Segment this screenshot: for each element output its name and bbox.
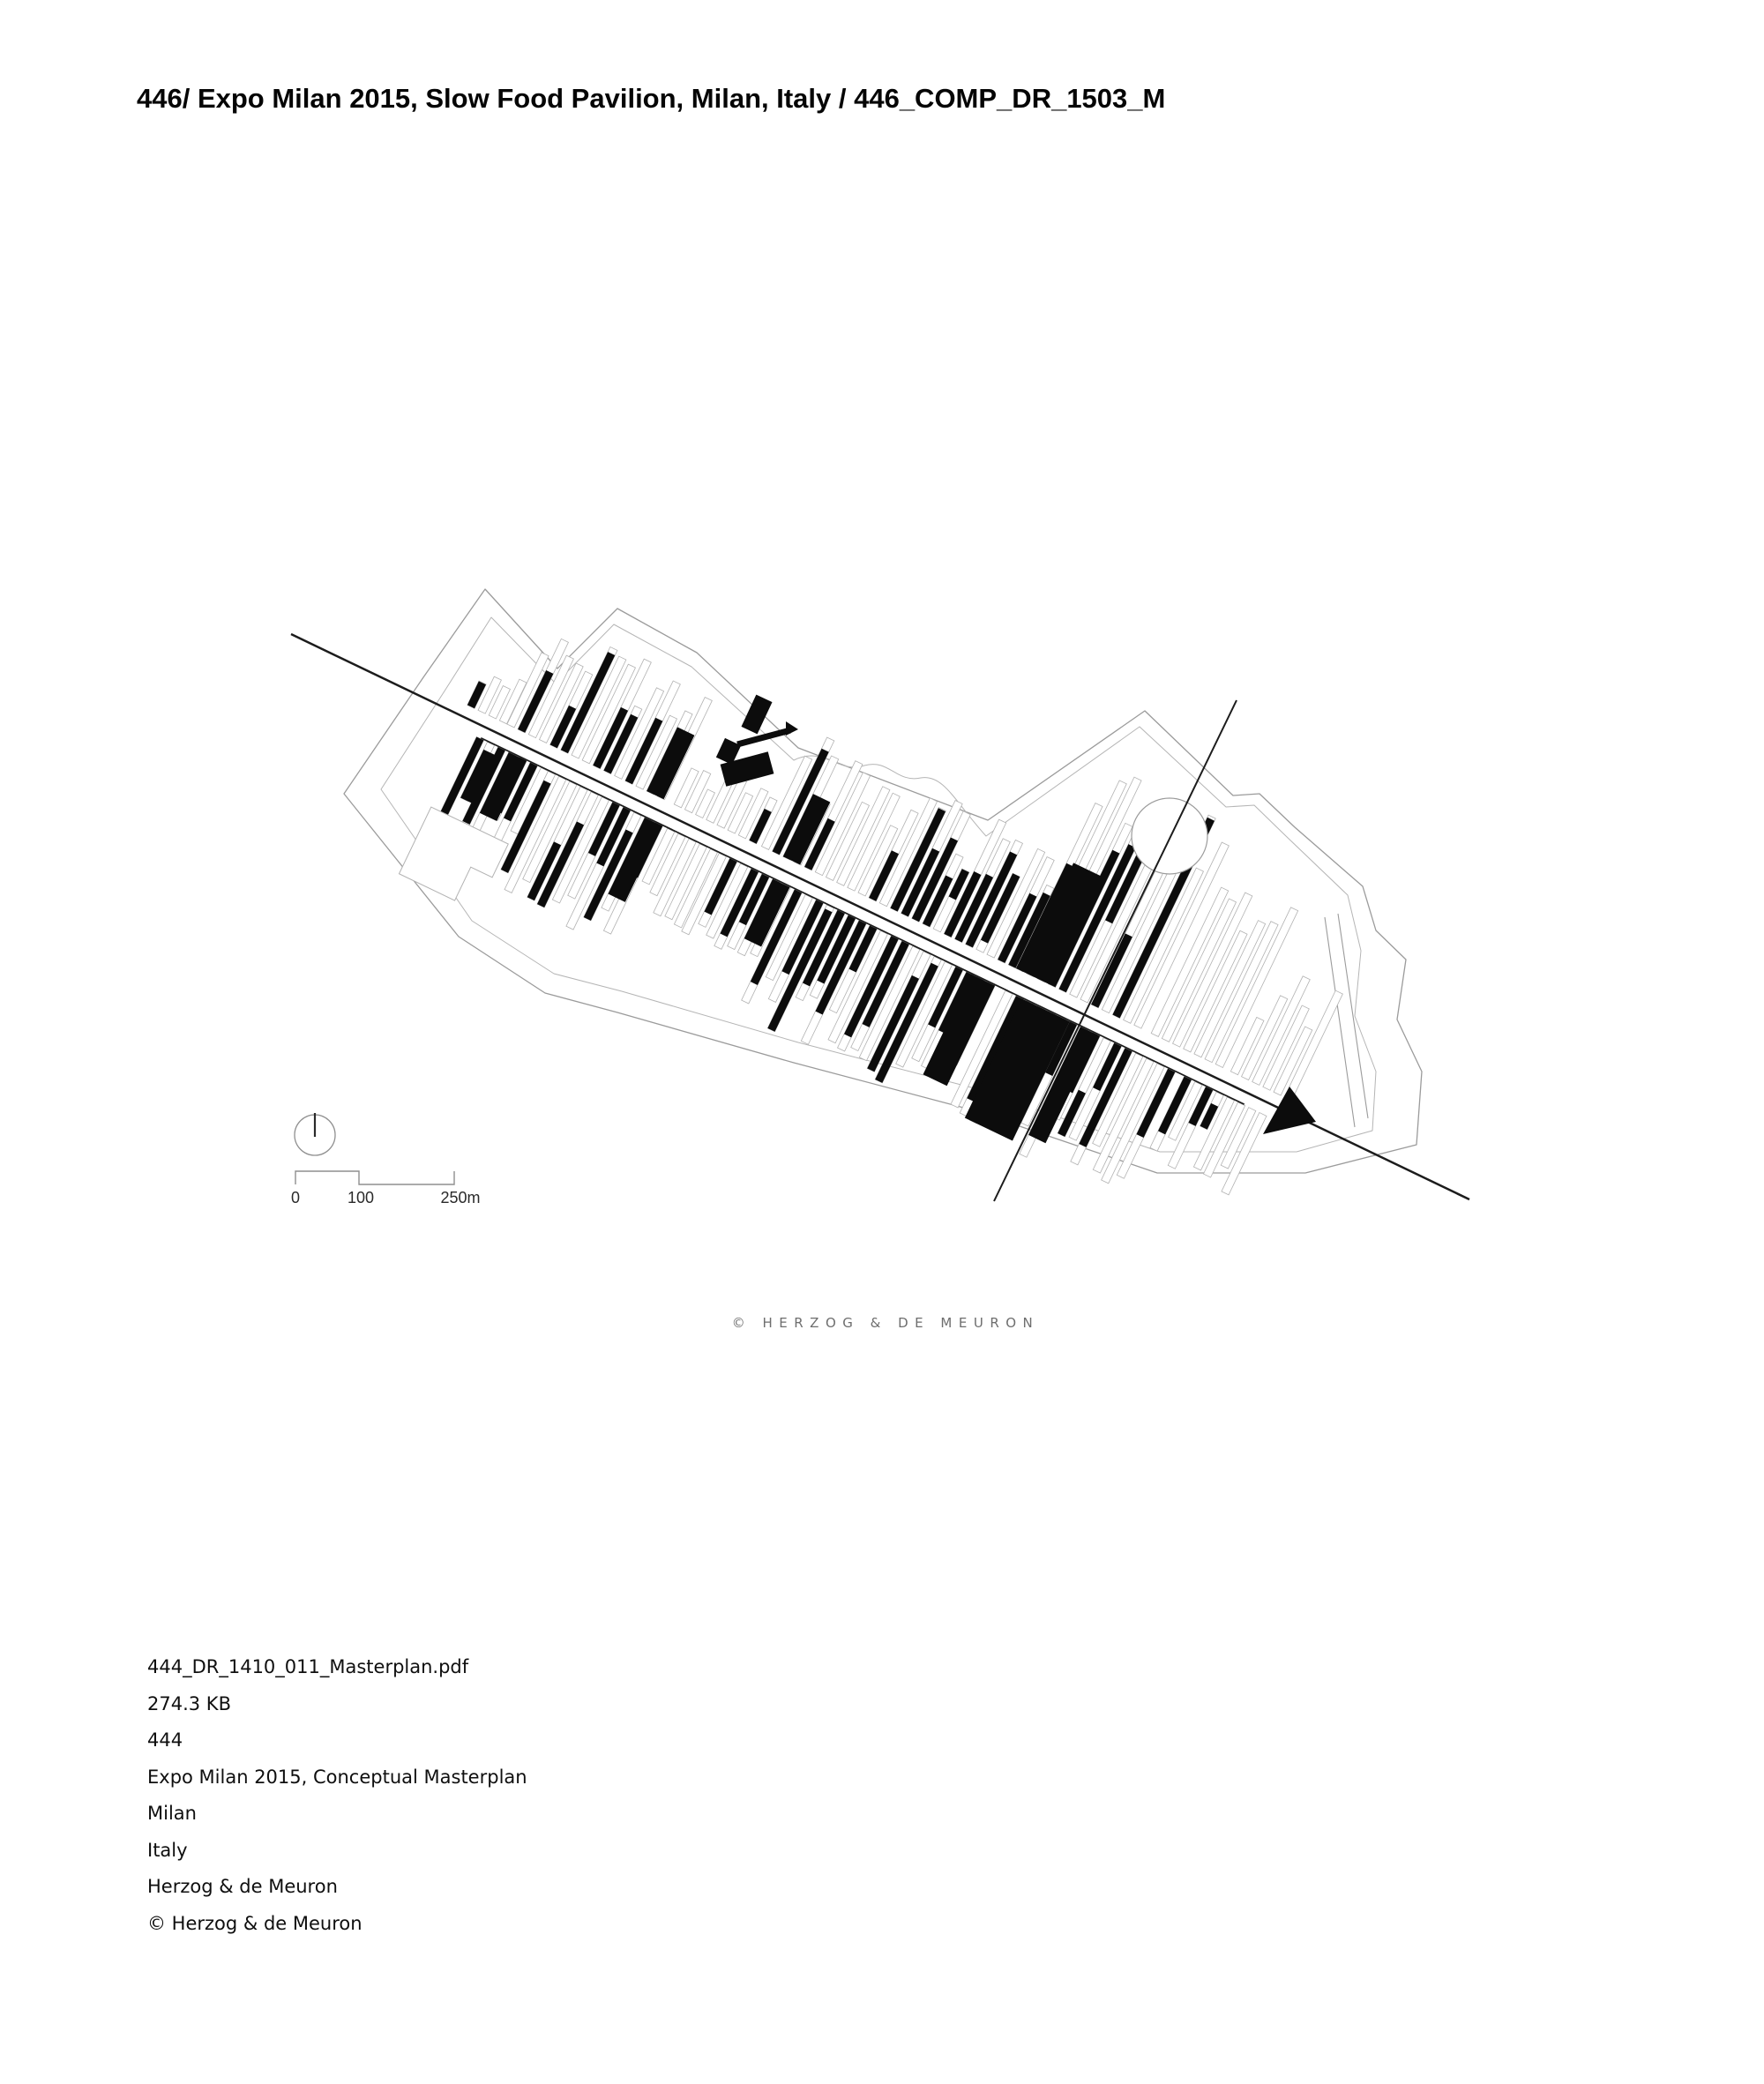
project-city: Milan [147, 1803, 197, 1824]
pavilion-cluster [716, 695, 798, 787]
file-metadata [147, 1649, 527, 1942]
scale-label-100: 100 [347, 1189, 375, 1206]
scale-bar [291, 1171, 481, 1206]
axis-arrowhead [1263, 1087, 1316, 1134]
boundary-edge-line [1338, 914, 1368, 1118]
pavilion-block [741, 695, 772, 735]
plot-strip-band [389, 504, 1388, 1265]
project-country: Italy [147, 1839, 188, 1861]
file-size: 274.3 KB [147, 1692, 231, 1714]
scale-label-250m: 250m [440, 1189, 481, 1206]
pavilion-block [736, 728, 791, 748]
plaza-notch [399, 807, 508, 911]
architect-name: Herzog & de Meuron [147, 1876, 338, 1897]
north-arrow-icon [295, 1113, 335, 1155]
page-title: 446/ Expo Milan 2015, Slow Food Pavilion, Milan, Italy / 446_COMP_DR_1503_M [137, 83, 1166, 114]
pavilion-arrow-tip [786, 721, 798, 736]
project-title: Expo Milan 2015, Conceptual Masterplan [147, 1766, 527, 1788]
copyright-line: © Herzog & de Meuron [147, 1912, 363, 1934]
site-boundary-right-edges [1325, 914, 1368, 1127]
hdm-watermark: © HERZOG & DE MEURON [731, 1315, 1040, 1331]
project-number: 444 [147, 1729, 183, 1751]
file-name: 444_DR_1410_011_Masterplan.pdf [147, 1656, 469, 1677]
round-plaza [1132, 798, 1207, 874]
scale-label-0: 0 [291, 1189, 301, 1206]
